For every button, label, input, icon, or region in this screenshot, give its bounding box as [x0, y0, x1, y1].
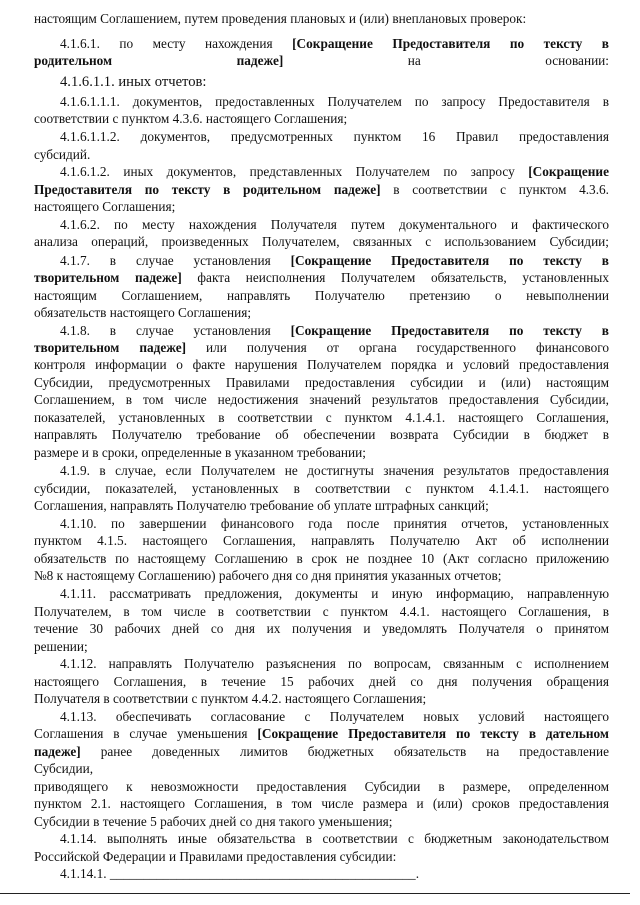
text-line: 4.1.6.1.1. иных отчетов:	[60, 74, 207, 90]
text-line: Соглашением, в том числе недостижения значений результатов предоставления Субсидии,	[34, 392, 609, 407]
text-line: Соглашения, направлять Получателю требование об уплате штрафных санкций;	[34, 498, 489, 513]
bold-placeholder: падеже]	[34, 744, 81, 759]
text-run: 4.1.6.1. по месту нахождения	[60, 36, 293, 51]
bold-placeholder: творительном падеже]	[34, 270, 182, 285]
text-line: анализа операций, произведенных Получателем, связанных с использованием Субсидии;	[34, 234, 609, 249]
text-line: 4.1.6.1.1.1. документов, предоставленных Получателем по запросу Предоставителя в	[60, 94, 609, 109]
bold-placeholder: творительном падеже]	[34, 340, 187, 355]
text-line: Субсидии, предусмотренных Правилами предоставления субсидии и (или) настоящим	[34, 375, 609, 390]
text-line: пунктом 4.1.5. настоящего Соглашения, направлять Получателю Акт об исполнении	[34, 533, 609, 548]
text-line: Российской Федерации и Правилами предоставления субсидии:	[34, 849, 397, 864]
bold-placeholder: Предоставителя по тексту в родительном падеже]	[34, 182, 381, 197]
text-line: соответствии с пунктом 4.3.6. настоящего Соглашения;	[34, 111, 348, 126]
bold-placeholder: [Сокращение	[528, 164, 609, 179]
text-run: ранее доведенных лимитов бюджетных обязательств на предоставление	[80, 744, 609, 759]
bold-placeholder: [Сокращение Предоставителя по тексту в	[292, 36, 609, 51]
text-run: 4.1.6.1.2. иных документов, представленных Получателем по запросу	[60, 164, 529, 179]
text-line	[34, 725, 609, 743]
bold-placeholder: [Сокращение Предоставителя по тексту в	[290, 253, 609, 268]
text-line	[60, 163, 609, 181]
text-line: 4.1.10. по завершении финансового года после принятия отчетов, установленных	[60, 516, 609, 531]
text-line: 4.1.13. обеспечивать согласование с Получателем новых условий настоящего	[60, 709, 609, 724]
text-line: 4.1.14.1. ______________________________________________.	[60, 866, 420, 881]
text-line: 4.1.14. выполнять иные обязательства в соответствии с бюджетным законодательством	[60, 831, 609, 846]
text-run: Соглашения в случае уменьшения	[34, 726, 258, 741]
text-line: обязательств настоящего Соглашения;	[34, 305, 252, 320]
text-run: 4.1.7. в случае установления	[60, 253, 291, 268]
text-line: 4.1.6.2. по месту нахождения Получателя путем документального и фактического	[60, 217, 609, 232]
text-line: решении;	[34, 639, 88, 654]
text-line: 4.1.6.1.1.2. документов, предусмотренных пунктом 16 Правил предоставления	[60, 129, 609, 144]
text-line: размере и в сроки, определенные в указанном требовании;	[34, 445, 366, 460]
text-line: Получателя в соответствии с пунктом 4.4.2. настоящего Соглашения;	[34, 691, 427, 706]
text-line: 4.1.12. направлять Получателю разъяснения по вопросам, связанным с исполнением	[60, 656, 609, 671]
text-line: настоящего Соглашения, в течение 15 рабочих дней со дня получения обращения	[34, 674, 609, 689]
text-line: субсидии, показателей, установленных в соответствии с пунктом 4.1.4.1. настоящего	[34, 481, 609, 496]
text-line: Получателем, в том числе в соответствии с пунктом 4.4.1. настоящего Соглашения, в	[34, 604, 609, 619]
text-line	[34, 743, 609, 761]
text-run: или получения от органа государственного финансового	[186, 340, 609, 355]
text-line: №8 к настоящему Соглашению) рабочего дня со дня принятия указанных отчетов;	[34, 568, 502, 583]
bold-placeholder: [Сокращение Предоставителя по тексту в дательном	[257, 726, 609, 741]
text-run: 4.1.8. в случае установления	[60, 323, 291, 338]
text-line	[34, 269, 609, 287]
text-line	[60, 252, 609, 270]
text-line: Субсидии в течение 5 рабочих дней со дня такого уменьшения;	[34, 814, 393, 829]
text-line: 4.1.9. в случае, если Получателем не достигнуты значения результатов предоставления	[60, 463, 609, 478]
text-line: направлять Получателю требование об обеспечении возврата Субсидии в бюджет в	[34, 427, 609, 442]
text-line: контроля информации о факте нарушения Получателем порядка и условий предоставления	[34, 357, 609, 372]
bold-placeholder: родительном падеже]	[34, 53, 284, 68]
text-run: факта неисполнения Получателем обязательств, установленных	[181, 270, 609, 285]
text-line: течение 30 рабочих дней со дня их получения и уведомлять Получателя о принятом	[34, 621, 609, 636]
text-line: пунктом 2.1. настоящего Соглашения, в том числе размера и (или) сроков предоставления	[34, 796, 609, 811]
text-line	[34, 339, 609, 357]
text-line: Субсидии,	[34, 761, 94, 776]
text-line: 4.1.11. рассматривать предложения, документы и иную информацию, направленную	[60, 586, 609, 601]
text-line: обязательств по настоящему Соглашению в срок не позднее 10 (Акт согласно приложению	[34, 551, 609, 566]
text-line: субсидий.	[34, 147, 91, 162]
bold-placeholder: [Сокращение Предоставителя по тексту в	[290, 323, 609, 338]
text-run: в соответствии с пунктом 4.3.6.	[380, 182, 609, 197]
text-line: настоящим Соглашением, направлять Получателю претензию о невыполнении	[34, 288, 609, 303]
text-line	[34, 52, 609, 70]
text-line	[34, 181, 609, 199]
text-run: на основании:	[283, 53, 609, 68]
page-bottom-rule	[0, 893, 630, 894]
text-line: настоящим Соглашением, путем проведения плановых и (или) внеплановых проверок:	[34, 11, 527, 26]
text-line: показателей, установленных в соответствии с пунктом 4.1.4.1. настоящего Соглашения,	[34, 410, 609, 425]
text-line	[60, 322, 609, 340]
text-line	[60, 35, 609, 53]
text-line: настоящего Соглашения;	[34, 199, 176, 214]
text-line: приводящего к невозможности предоставления Субсидии в размере, определенном	[34, 779, 609, 794]
